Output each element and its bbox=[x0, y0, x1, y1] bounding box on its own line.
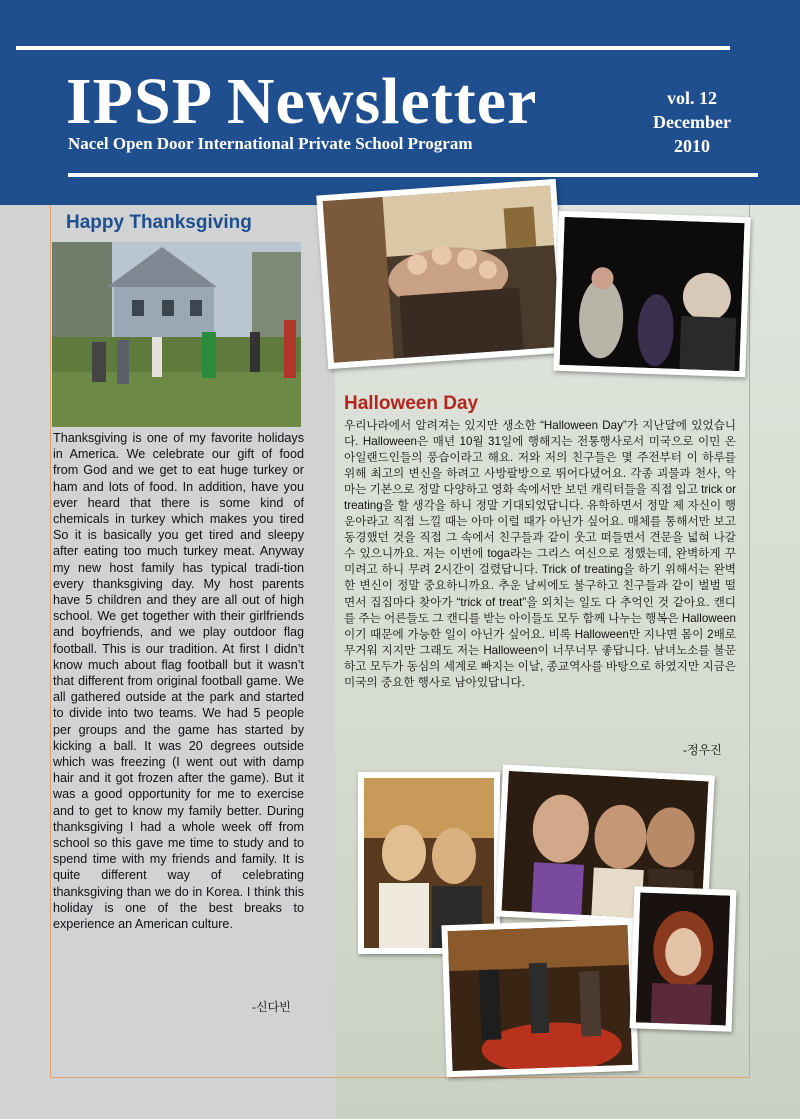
thanksgiving-photo bbox=[52, 242, 301, 427]
issue-month: December bbox=[653, 112, 731, 132]
halloween-photo-night bbox=[553, 211, 750, 378]
halloween-photo-portrait bbox=[630, 886, 737, 1031]
header-rule-top bbox=[16, 46, 730, 50]
halloween-heading: Halloween Day bbox=[344, 393, 479, 414]
thanksgiving-heading: Happy Thanksgiving bbox=[66, 212, 252, 233]
issue-info bbox=[636, 86, 748, 158]
issue-volume: vol. 12 bbox=[666, 88, 717, 108]
header-rule-bottom bbox=[68, 173, 758, 177]
newsletter-subtitle: Nacel Open Door International Private School Program bbox=[68, 134, 473, 153]
thanksgiving-author: -신다빈 bbox=[252, 1000, 291, 1014]
halloween-author: -정우진 bbox=[683, 743, 722, 757]
halloween-photo-stairs bbox=[316, 179, 568, 369]
issue-year: 2010 bbox=[674, 136, 710, 156]
newsletter-title: IPSP Newsletter bbox=[66, 65, 538, 138]
halloween-photo-party bbox=[441, 919, 638, 1078]
newsletter-header bbox=[0, 0, 800, 205]
halloween-body: 우리나라에서 알려져는 있지만 생소한 “Halloween Day”가 지난달에 있었습니다. Halloween은 매년 10월 31일에 행해지는 전통행사로서 미국으로 이민 온 아일랜드인들의 풍습이라고 해요. 저와 저의 친구들은 몇 주전부터 이 하루를 위해 최고의 변신을 하려고 사방팔방으로 뛰어다녔어요. 각종 괴물과 천사, 악마는 기본으로 정말 다양하고 영화 속에서만 보던 캐릭터들을 직접 입고 trick or treating을 할 생각을 하니 정말 기대되었답니다. 유학하면서 정말 제 자신이 행운아라고 직접 느낄 때는 아마 이럴 때가 아닌가 싶어요. 매체를 통해서만 보고 동경했던 것을 직접 그 속에서 친구들과 같이 웃고 떠들면서 견문을 넓혀 나갈 수 있으니까요. 저는 이번에 toga라는 그리스 여신으로 정했는데, 완벽하게 꾸미려고 하니 무려 2시간이 걸렸답니다. Trick of treating을 하기 위해서는 완벽한 변신이 정말 중요하니까요. 추운 날씨에도 불구하고 친구들과 같이 벌벌 떨면서 집집마다 찾아가 “trick of treat”을 외치는 일도 다 추억인 것 같아요. 캔디를 주는 어른들도 그 캔디를 받는 아이들도 모두 함께 나누는 행복은 Halloween이기 때문에 가능한 일이 아닌가 싶어요. 비록 Halloween만 지나면 몸이 2배로 무거워 지지만 그래도 저는 Halloween이 너무너무 좋답니다. 남녀노소를 불문하고 모두가 동심의 세계로 빠지는 이날, 종교역사를 바탕으로 하였지만 지금은 미국의 중요한 행사로 남아있답니다. bbox=[344, 419, 736, 689]
thanksgiving-body: Thanksgiving is one of my favorite holidays in America. We celebrate our gift of food from God and we get to eat huge turkey or ham and lots of food. In addition, have you ever heard that there is some kind of chemicals in turkey which makes you tired So it is basically you get tired and sleepy after eating too much turkey meat. Anyway my new host family has typical tradi-tion every thanksgiving day. My host parents have 5 children and they are all out of high school. We get together with their girlfriends and boyfriends, and we play outdoor flag football. This is our tradition. At first I didn’t know much about flag football but it wasn’t that different from original football game. We all gathered outside at the park and started to divide into two teams. We had 5 people per groups and the game has started by kicking a ball. It was 20 degrees outside which was freezing (I went out with damp hair and it got frozen after the game). But it was a good opportunity for me to exercise and to get to know my family better. During thanksgiving I had a whole week off from school so this gave me time to study and to spend time with my friends and family. It is quite different way of celebrating thanksgiving than we do in Korea. I think this holiday is one of the best breaks to experience an American culture. bbox=[53, 431, 304, 932]
